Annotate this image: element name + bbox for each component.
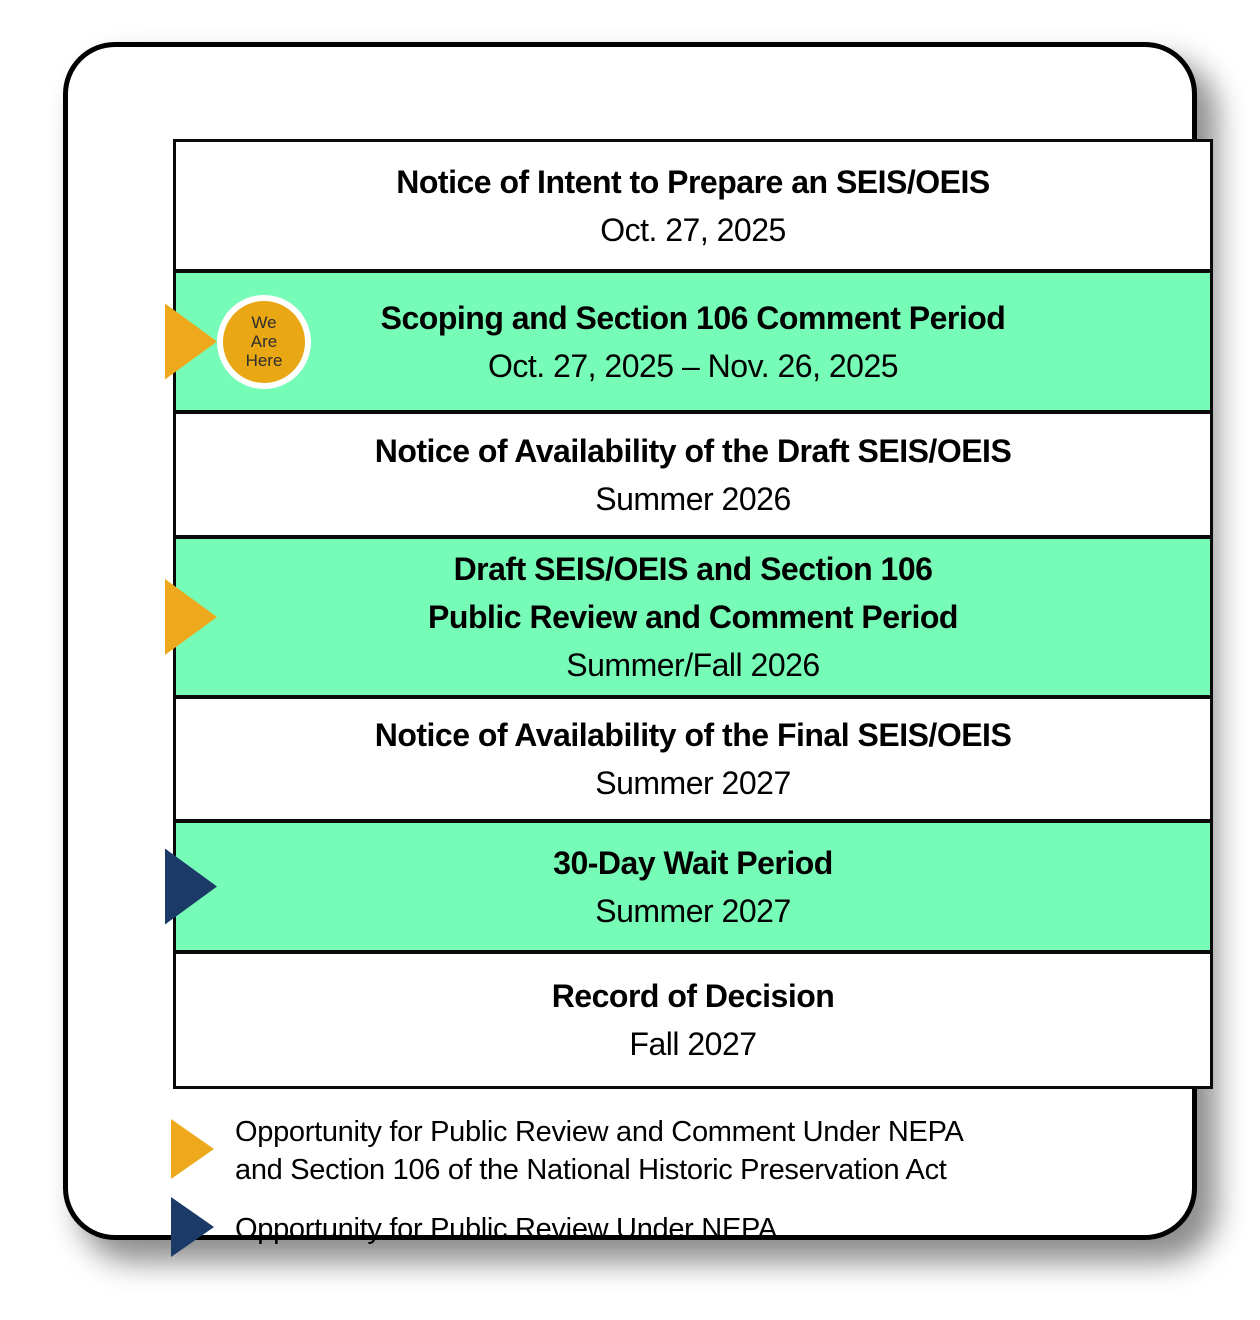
legend-line: Opportunity for Public Review and Comment Under NEPA [235, 1116, 964, 1148]
nepa-section106-comment-arrow-icon [165, 304, 217, 380]
row-date: Summer 2027 [595, 892, 791, 929]
we-are-here-marker [217, 295, 311, 389]
row-date: Summer/Fall 2026 [566, 647, 820, 683]
row-draft-public-review [176, 539, 1210, 699]
legend-label-nepa-section106 [235, 1113, 964, 1189]
we-are-here-line: We [251, 313, 277, 332]
nepa-review-arrow-icon [165, 849, 217, 925]
row-noa-final-seis [176, 699, 1210, 823]
timeline-table [173, 139, 1213, 1089]
row-title: Draft SEIS/OEIS and Section 106 [453, 551, 933, 587]
row-date: Summer 2027 [595, 765, 791, 801]
row-30-day-wait [176, 823, 1210, 954]
row-title: Notice of Intent to Prepare an SEIS/OEIS [396, 163, 990, 200]
row-title: Notice of Availability of the Draft SEIS/OEIS [374, 432, 1012, 469]
nepa-section106-comment-arrow-icon [165, 579, 217, 655]
row-title: Scoping and Section 106 Comment Period [380, 299, 1006, 336]
timeline-card [63, 42, 1197, 1245]
row-notice-of-intent [176, 142, 1210, 273]
legend-navy-arrow-icon [171, 1197, 214, 1257]
legend-label-nepa-review [235, 1210, 777, 1248]
row-title: Record of Decision [551, 978, 835, 1014]
row-title-line2: Public Review and Comment Period [428, 599, 958, 635]
row-date: Summer 2026 [595, 480, 791, 517]
row-scoping-comment-period [176, 273, 1210, 414]
row-title: Notice of Availability of the Final SEIS/OEIS [374, 717, 1012, 753]
row-date: Oct. 27, 2025 [600, 211, 786, 248]
row-noa-draft-seis [176, 414, 1210, 539]
we-are-here-line: Are [250, 332, 278, 351]
we-are-here-line: Here [245, 351, 283, 370]
row-date: Fall 2027 [629, 1026, 757, 1062]
row-date: Oct. 27, 2025 – Nov. 26, 2025 [487, 347, 899, 384]
legend-line: and Section 106 of the National Historic Preservation Act [235, 1154, 947, 1186]
legend-line: Opportunity for Public Review Under NEPA [235, 1213, 777, 1245]
legend-gold-arrow-icon [171, 1119, 214, 1179]
row-title: 30-Day Wait Period [553, 844, 833, 881]
row-record-of-decision [176, 954, 1210, 1086]
